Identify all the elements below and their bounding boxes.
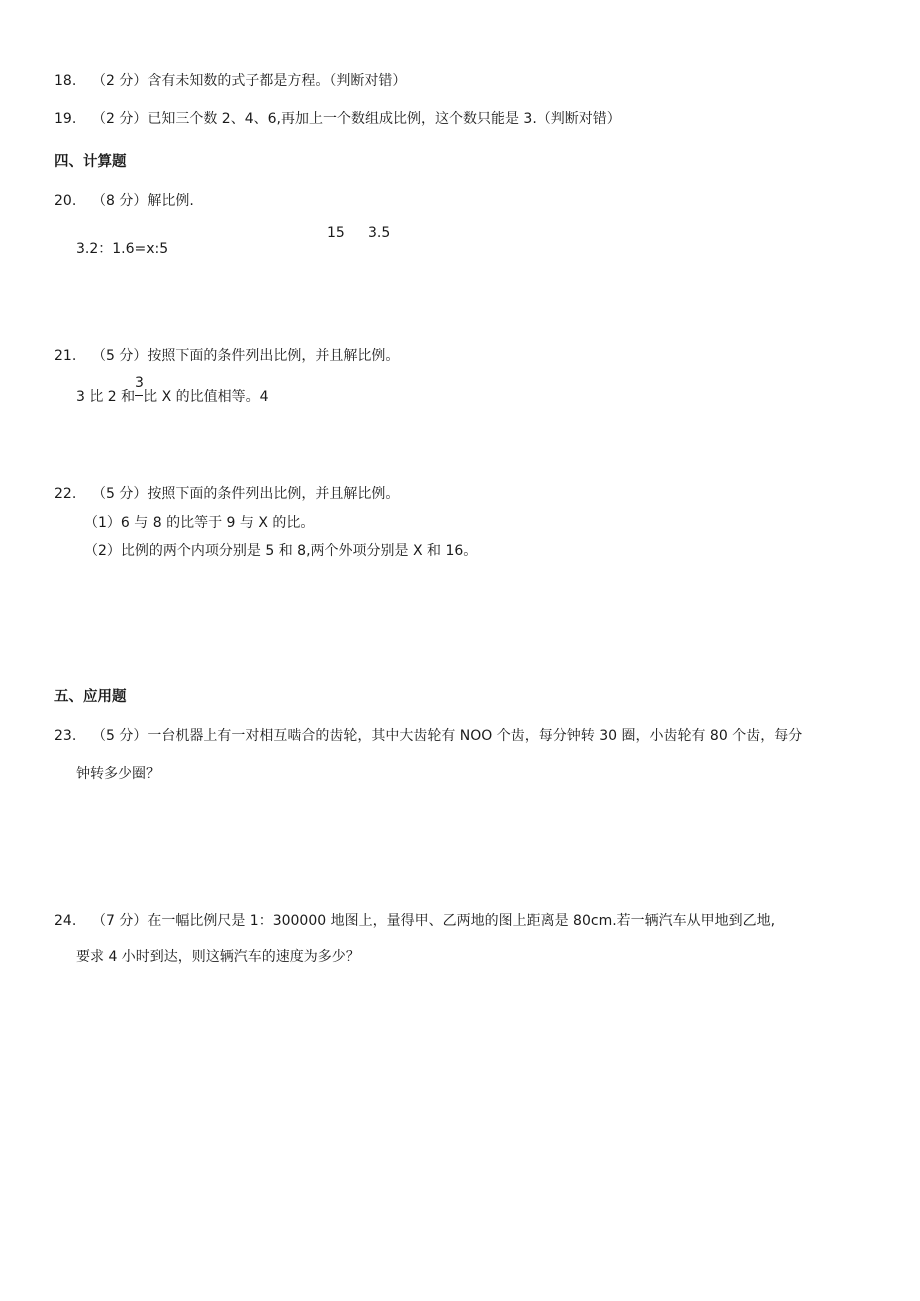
question-20 xyxy=(54,192,194,210)
equation-1: 3.2：1.6=x:5 xyxy=(76,241,169,257)
question-24-continued: 要求 4 小时到达，则这辆汽车的速度为多少？ xyxy=(76,949,360,965)
fraction-numerator: 3 xyxy=(135,375,144,391)
question-number: 24. xyxy=(54,913,77,929)
question-text: （5 分）按照下面的条件列出比例，并且解比例。 xyxy=(92,486,400,502)
section-title-calculation: 四、计算题 xyxy=(54,154,127,170)
ratio-text-post: 比 X 的比值相等。4 xyxy=(143,389,269,405)
question-21 xyxy=(54,347,399,365)
question-18 xyxy=(54,72,406,90)
question-text: （5 分）一台机器上有一对相互啮合的齿轮，其中大齿轮有 NOO 个齿，每分钟转 30 圈，小齿轮有 80 个齿，每分 xyxy=(92,728,803,744)
question-23 xyxy=(54,727,802,745)
question-number: 20. xyxy=(54,193,77,209)
sub-question-2: （2）比例的两个内项分别是 5 和 8,两个外项分别是 X 和 16。 xyxy=(84,543,478,559)
section-title-application: 五、应用题 xyxy=(54,689,127,705)
ratio-text-pre: 3 比 2 和 xyxy=(76,389,136,405)
question-number: 18. xyxy=(54,73,77,89)
question-text: （2 分）已知三个数 2、4、6,再加上一个数组成比例，这个数只能是 3.（判断对错） xyxy=(92,111,621,127)
question-19 xyxy=(54,110,621,128)
question-number: 21. xyxy=(54,348,77,364)
fraction-number-b: 3.5 xyxy=(368,225,391,241)
question-number: 23. xyxy=(54,728,77,744)
question-text: （2 分）含有未知数的式子都是方程。（判断对错） xyxy=(92,73,407,89)
question-text: （8 分）解比例. xyxy=(92,193,194,209)
question-23-continued: 钟转多少圈？ xyxy=(76,766,160,782)
fraction-bar xyxy=(135,395,143,396)
question-22 xyxy=(54,485,399,503)
question-number: 19. xyxy=(54,111,77,127)
question-number: 22. xyxy=(54,486,77,502)
question-text: （7 分）在一幅比例尺是 1：300000 地图上，量得甲、乙两地的图上距离是 80cm.若一辆汽车从甲地到乙地, xyxy=(92,913,776,929)
sub-question-1: （1）6 与 8 的比等于 9 与 X 的比。 xyxy=(84,515,315,531)
ratio-line xyxy=(76,388,269,406)
question-24 xyxy=(54,912,775,930)
question-text: （5 分）按照下面的条件列出比例，并且解比例。 xyxy=(92,348,400,364)
fraction-number-a: 15 xyxy=(327,225,345,241)
